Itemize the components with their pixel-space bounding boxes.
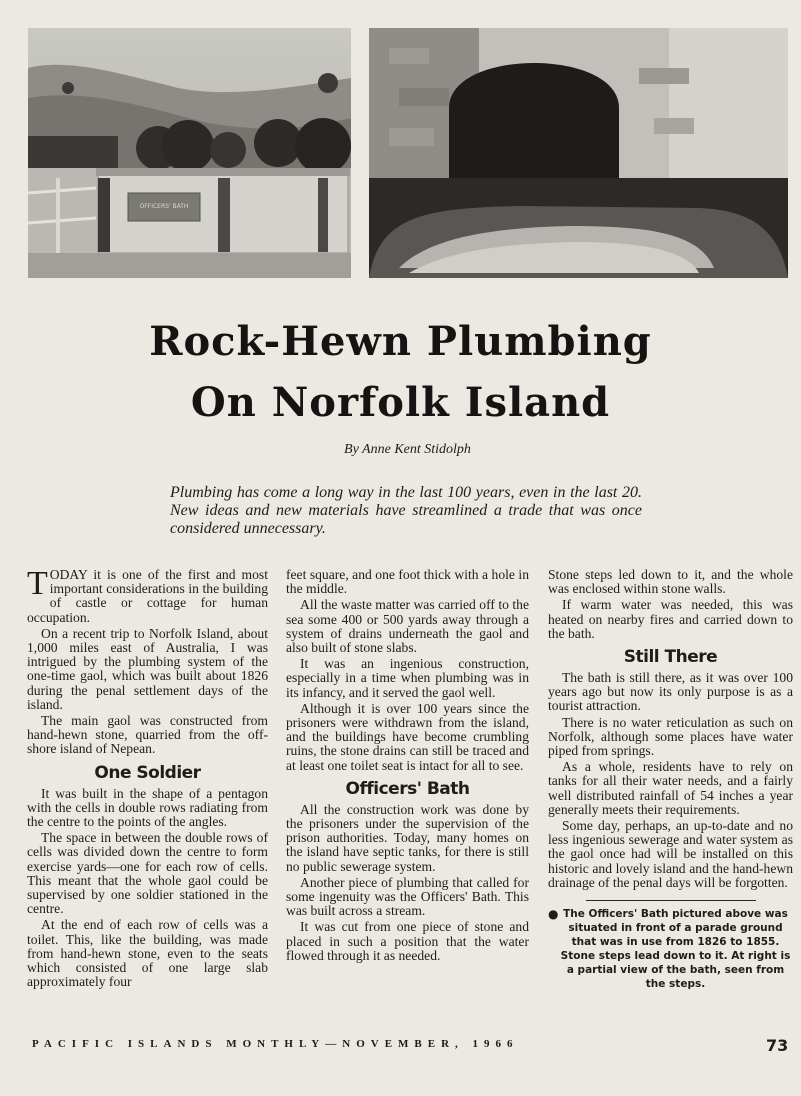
officers-bath-photo-drawing	[28, 28, 351, 278]
column-1	[27, 565, 268, 991]
paragraph: At the end of each row of cells was a toilet. This, like the building, was made from hand-hewn stone, even to the seats which consisted of one large slab approximately four	[27, 917, 268, 990]
paragraph: feet square, and one foot thick with a hole in the middle.	[286, 567, 529, 597]
paragraph: There is no water reticulation as such on Norfolk, although some places have water piped from springs.	[548, 714, 793, 759]
column-2	[286, 568, 529, 965]
bath-arch-photo-drawing	[369, 28, 788, 278]
paragraph: Stone steps led down to it, and the whole was enclosed within stone walls.	[548, 567, 793, 597]
caption-text: The Officers' Bath pictured above was situated in front of a parade ground that was in use from 1826 to 1855. Stone steps lead down to it. At right is a partial view of the bath, seen from the steps.	[560, 908, 791, 991]
paragraph: As a whole, residents have to rely on tanks for all their water needs, and a fairly well distributed rainfall of 54 inches a year generally meets their requirements.	[548, 759, 793, 817]
paragraph: It was cut from one piece of stone and placed in such a position that the water flowed through it as needed.	[286, 919, 529, 963]
subheading-officers-bath: Officers' Bath	[345, 778, 470, 799]
article-title-line-2: On Norfolk Island	[190, 379, 611, 426]
bullet-icon: ●	[548, 907, 559, 922]
paragraph: All the construction work was done by the prisoners under the supervision of the prison authorities. Today, many homes on the island have septic tanks, for there is still no public sewerage system.	[286, 801, 529, 874]
paragraph: It was an ingenious construction, especially in a time when plumbing was in its infancy, and it served the gaol well.	[286, 656, 529, 700]
column-3	[548, 568, 793, 991]
officers-bath-photo	[28, 28, 351, 278]
paragraph: Although it is over 100 years since the prisoners were withdrawn from the island, and the buildings have become crumbling ruins, the stone drains can still be traced and at least one toilet seat is intact for all to see.	[286, 700, 529, 773]
paragraph: It was built in the shape of a pentagon with the cells in double rows radiating from the centre to the points of the angles.	[27, 785, 268, 830]
paragraph: The bath is still there, as it was over 100 years ago but now its only purpose is as a tourist attraction.	[548, 670, 793, 714]
caption-divider	[586, 900, 756, 901]
paragraph	[27, 565, 268, 625]
article-title-line-1: Rock-Hewn Plumbing	[149, 318, 652, 365]
bath-arch-photo	[369, 28, 788, 278]
plaque-text: OFFICERS' BATH	[139, 203, 189, 210]
paragraph: If warm water was needed, this was heated on nearby fires and carried down to the bath.	[548, 597, 793, 641]
paragraph-text: ODAY it is one of the first and most important considerations in the building of castle or cottage for human occupation.	[27, 567, 268, 625]
drop-cap: T	[27, 565, 48, 602]
intro-paragraph: Plumbing has come a long way in the last 100 years, even in the last 20. New ideas and new materials have streamlined a trade that was once considered unnecessary.	[170, 484, 642, 537]
paragraph: Some day, perhaps, an up-to-date and no less ingenious sewerage and water system as the gaol once had will be installed on this historic and lovely island and the hand-hewn drainage of the penal days will be forgotten.	[548, 818, 793, 890]
paragraph: On a recent trip to Norfolk Island, about 1,000 miles east of Australia, I was intrigued by the plumbing system of the one-time gaol, which was built about 1826 during the penal settlement days of the island.	[27, 625, 268, 712]
paragraph: The main gaol was constructed from hand-hewn stone, quarried from the off-shore island of Nepean.	[27, 713, 268, 757]
paragraph: The space in between the double rows of cells was divided down the centre to form exercise yards—one for each row of cells. This meant that the whole gaol could be supervised by one soldier stationed in the centre.	[27, 830, 268, 917]
paragraph: All the waste matter was carried off to the sea some 400 or 500 yards away through a system of drains underneath the gaol and also built of stone slabs.	[286, 597, 529, 656]
byline: By Anne Kent Stidolph	[344, 442, 471, 457]
page-number: 73	[766, 1036, 789, 1055]
running-footer: PACIFIC ISLANDS MONTHLY—NOVEMBER, 1966	[32, 1038, 519, 1050]
subheading-still-there: Still There	[623, 647, 718, 668]
paragraph: Another piece of plumbing that called for some ingenuity was the Officers' Bath. This was built across a stream.	[286, 874, 529, 919]
subheading-one-soldier: One Soldier	[94, 762, 201, 783]
photo-caption	[548, 907, 793, 991]
